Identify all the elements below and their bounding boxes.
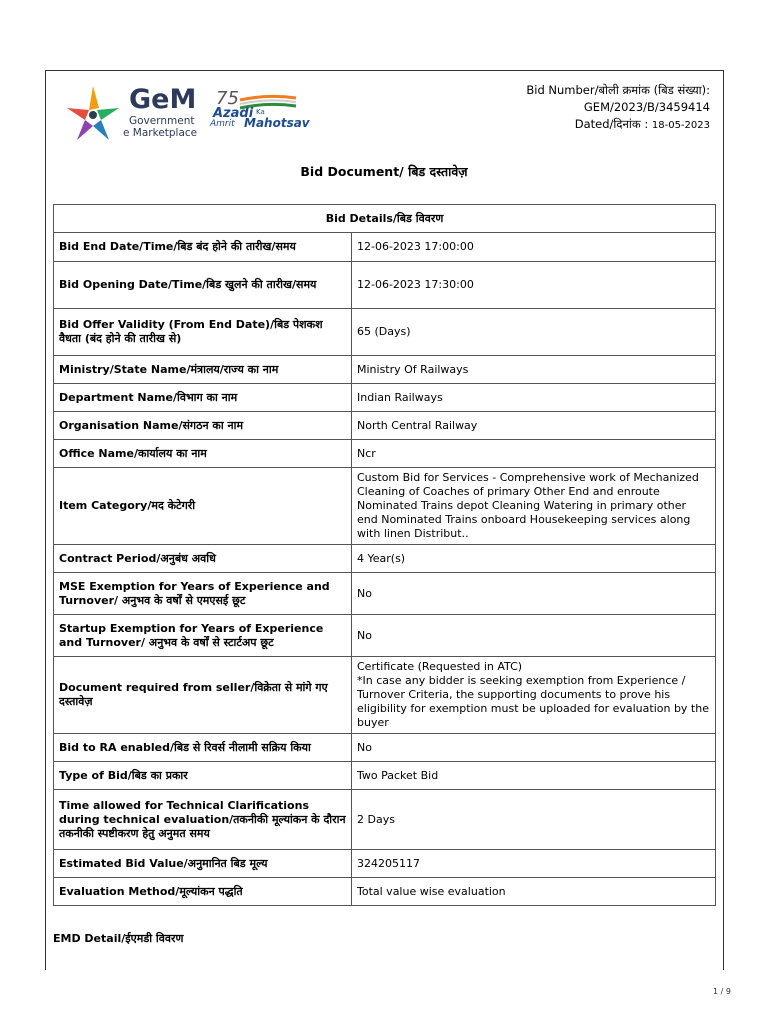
- table-row: [54, 384, 716, 412]
- azadi-text: Azadi: [213, 106, 254, 121]
- row-value: 324205117: [352, 850, 716, 878]
- ka-text: Ka: [256, 108, 265, 116]
- table-row: [54, 734, 716, 762]
- table-row: [54, 850, 716, 878]
- gem-star-icon: [63, 82, 123, 144]
- bid-meta: [526, 82, 710, 134]
- row-label: Contract Period/अनुबंध अवधि: [54, 545, 352, 573]
- row-value: 12-06-2023 17:00:00: [352, 233, 716, 262]
- table-row: [54, 790, 716, 850]
- table-row: [54, 440, 716, 468]
- row-label: MSE Exemption for Years of Experience and Turnover/ अनुभव के वर्षों से एमएसई छूट: [54, 573, 352, 615]
- row-value: No: [352, 615, 716, 657]
- table-row: [54, 233, 716, 262]
- row-value: Custom Bid for Services - Comprehensive work of Mechanized Cleaning of Coaches of primary Other End and enroute Nominated Trains depot Cleaning Watering in primary other end Nominated Trains onboard Housekeeping services along with linen Distribut..: [352, 468, 716, 545]
- row-value: Ncr: [352, 440, 716, 468]
- dated-value: 18-05-2023: [651, 120, 710, 131]
- bid-number: GEM/2023/B/3459414: [583, 100, 710, 114]
- bid-number-label: Bid Number/बोली क्रमांक (बिड संख्या):: [526, 83, 710, 97]
- row-value: No: [352, 573, 716, 615]
- table-row: [54, 615, 716, 657]
- table-row: [54, 657, 716, 734]
- row-label: Organisation Name/संगठन का नाम: [54, 412, 352, 440]
- row-label: Department Name/विभाग का नाम: [54, 384, 352, 412]
- azadi-number: 75: [216, 88, 239, 109]
- dated-label: Dated/दिनांक :: [574, 117, 649, 131]
- table-row: [54, 762, 716, 790]
- table-row: [54, 468, 716, 545]
- gem-line1: Government: [129, 115, 195, 127]
- row-label: Type of Bid/बिड का प्रकार: [54, 762, 352, 790]
- table-row: [54, 573, 716, 615]
- gem-logo: [63, 82, 203, 144]
- row-value: 2 Days: [352, 790, 716, 850]
- row-label: Document required from seller/विक्रेता से मांगे गए दस्तावेज़: [54, 657, 352, 734]
- row-label: Bid to RA enabled/बिड से रिवर्स नीलामी सक्रिय किया: [54, 734, 352, 762]
- document-title: Bid Document/ बिड दस्तावेज़: [300, 164, 468, 179]
- table-header-row: [54, 205, 716, 233]
- row-value: Certificate (Requested in ATC) *In case any bidder is seeking exemption from Experience / Turnover Criteria, the supporting documents to prove his eligibility for exemption must be uploaded for evaluation by the buyer: [352, 657, 716, 734]
- row-value: Total value wise evaluation: [352, 878, 716, 906]
- gem-line2: e Marketplace: [123, 127, 198, 139]
- dated-line: [526, 116, 710, 134]
- emd-detail-heading: EMD Detail/ईएमडी विवरण: [53, 932, 184, 945]
- table-row: [54, 356, 716, 384]
- mahotsav-text: Mahotsav: [244, 116, 310, 130]
- row-label: Time allowed for Technical Clarifications during technical evaluation/तकनीकी मूल्यांकन के दौरान तकनीकी स्पष्टीकरण हेतु अनुमत समय: [54, 790, 352, 850]
- row-label: Office Name/कार्यालय का नाम: [54, 440, 352, 468]
- table-row: [54, 309, 716, 356]
- row-value: 65 (Days): [352, 309, 716, 356]
- gem-wordmark: GeM: [129, 84, 197, 115]
- row-label: Evaluation Method/मूल्यांकन पद्धति: [54, 878, 352, 906]
- row-value: North Central Railway: [352, 412, 716, 440]
- row-label: Bid End Date/Time/बिड बंद होने की तारीख/समय: [54, 233, 352, 262]
- table-row: [54, 878, 716, 906]
- page-number: 1 / 9: [713, 987, 731, 996]
- row-value: 12-06-2023 17:30:00: [352, 262, 716, 309]
- table-heading: Bid Details/बिड विवरण: [54, 205, 716, 233]
- table-row: [54, 545, 716, 573]
- row-value: No: [352, 734, 716, 762]
- row-value: Two Packet Bid: [352, 762, 716, 790]
- table-row: [54, 262, 716, 309]
- row-label: Ministry/State Name/मंत्रालय/राज्य का नाम: [54, 356, 352, 384]
- table-row: [54, 412, 716, 440]
- row-value: 4 Year(s): [352, 545, 716, 573]
- amrit-text: Amrit: [210, 119, 235, 129]
- row-label: Bid Offer Validity (From End Date)/बिड पेशकश वैधता (बंद होने की तारीख से): [54, 309, 352, 356]
- azadi-logo: [208, 88, 310, 134]
- row-label: Startup Exemption for Years of Experience and Turnover/ अनुभव के वर्षों से स्टार्टअप छूट: [54, 615, 352, 657]
- bid-details-table: [53, 204, 716, 906]
- row-label: Bid Opening Date/Time/बिड खुलने की तारीख/समय: [54, 262, 352, 309]
- row-label: Estimated Bid Value/अनुमानित बिड मूल्य: [54, 850, 352, 878]
- row-value: Indian Railways: [352, 384, 716, 412]
- row-label: Item Category/मद केटेगरी: [54, 468, 352, 545]
- row-value: Ministry Of Railways: [352, 356, 716, 384]
